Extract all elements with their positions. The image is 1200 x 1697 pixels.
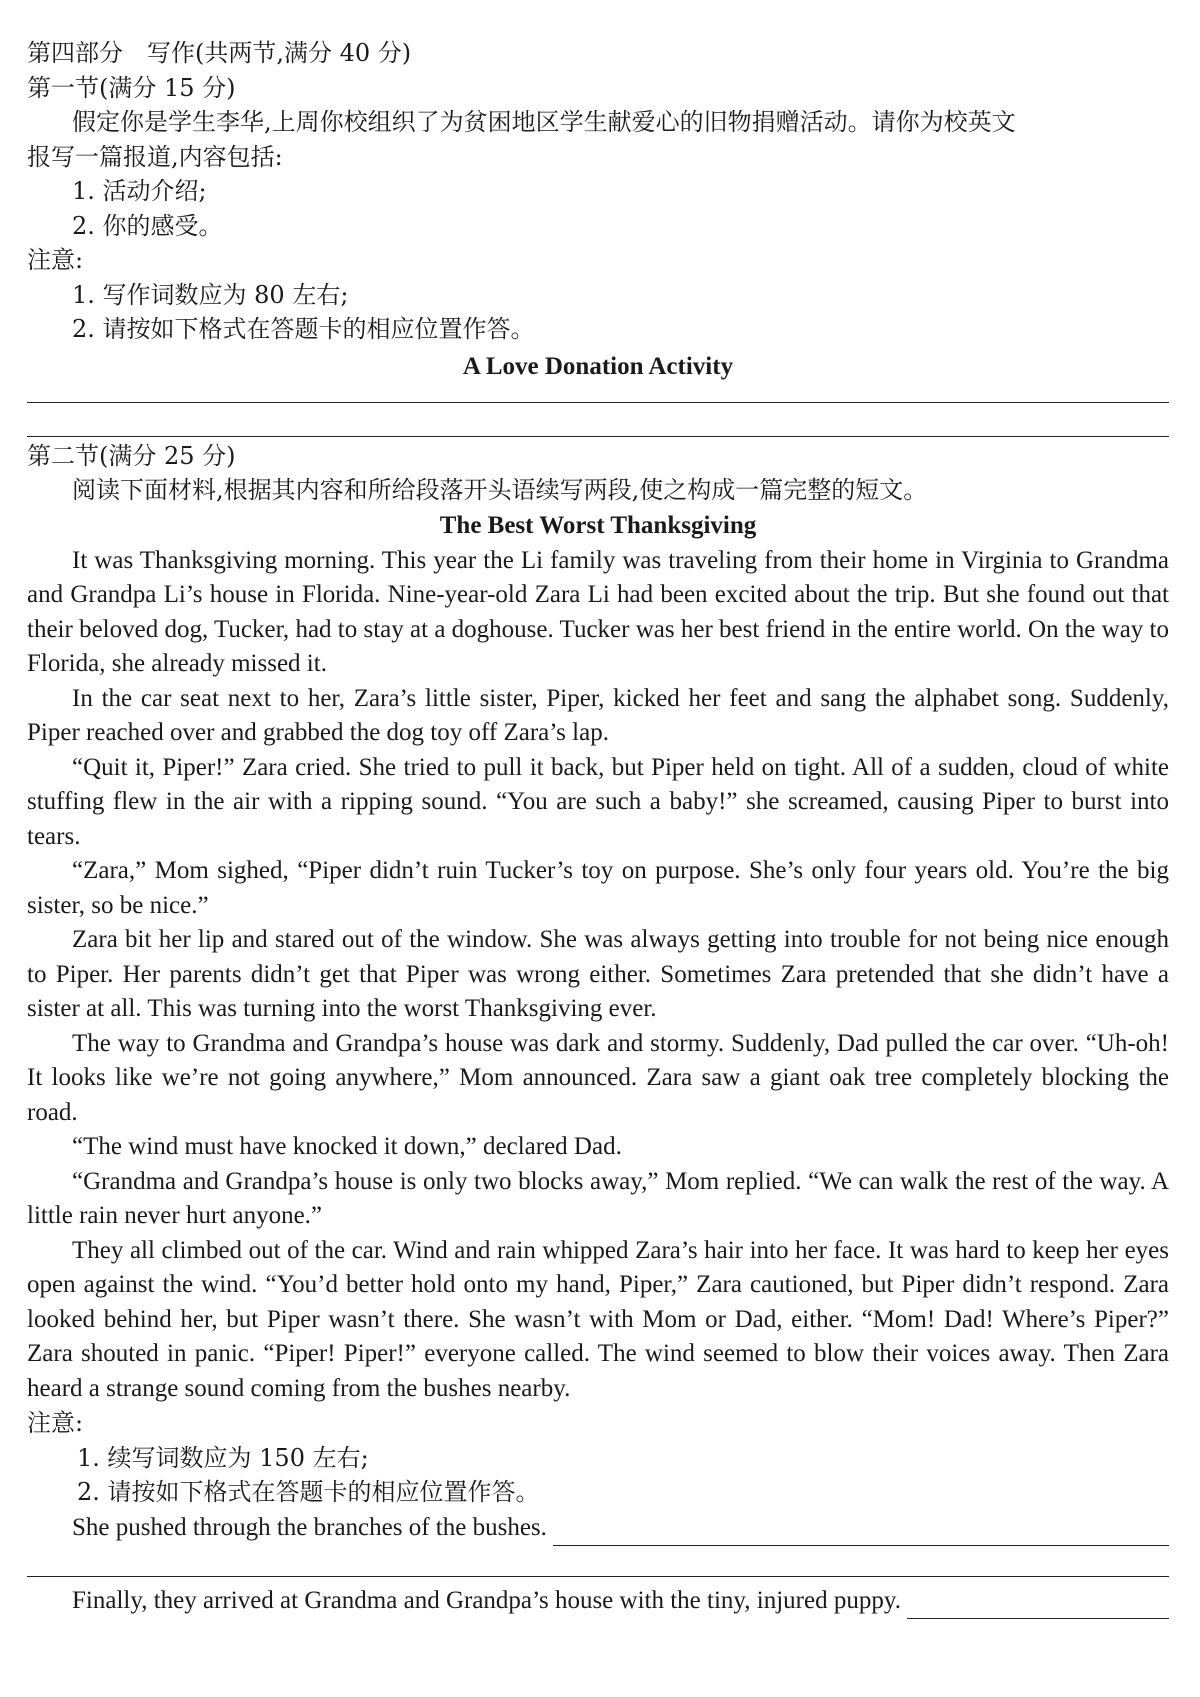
story-paragraph: “Grandma and Grandpa’s house is only two blocks away,” Mom replied. “We can walk the rest of the way. A little rain never hurt anyone.”	[27, 1167, 1169, 1229]
section2-notes-label: 注意:	[27, 1409, 84, 1437]
section1-prompt-line2: 报写一篇报道,内容包括:	[27, 142, 283, 171]
exam-page	[27, 36, 1169, 1619]
story-paragraph: “The wind must have knocked it down,” declared Dad.	[72, 1133, 622, 1160]
story-paragraph: “Quit it, Piper!” Zara cried. She tried to pull it back, but Piper held on tight. All of a sudden, cloud of white stuffing flew in the air with a ripping sound. “You are such a baby!” she screamed, causing Piper to burst into tears.	[27, 753, 1169, 850]
continuation-starter-2	[27, 1583, 1169, 1619]
story-paragraph: Zara bit her lip and stared out of the window. She was always getting into trouble for not being nice enough to Piper. Her parents didn’t get that Piper was wrong either. Sometimes Zara pretended that she didn’t have a sister at all. This was turning into the worst Thanksgiving ever.	[27, 926, 1169, 1022]
story-paragraph: “Zara,” Mom sighed, “Piper didn’t ruin Tucker’s toy on purpose. She’s only four years old. You’re the big sister, so be nice.”	[27, 857, 1169, 919]
story-paragraph: They all climbed out of the car. Wind and rain whipped Zara’s hair into her face. It was hard to keep her eyes open against the wind. “You’d better hold onto my hand, Piper,” Zara cautioned, but Piper didn’t respond. Zara looked behind her, but Piper wasn’t there. She wasn’t with Mom or Dad, either. “Mom! Dad! Where’s Piper?” Zara shouted in panic. “Piper! Piper!” everyone called. The wind seemed to blow their voices away. Then Zara heard a strange sound coming from the bushes nearby.	[27, 1236, 1169, 1402]
starter-1-text: She pushed through the branches of the bushes.	[72, 1513, 547, 1541]
section1-notes-label: 注意:	[27, 246, 84, 274]
section2-instruction: 阅读下面材料,根据其内容和所给段落开头语续写两段,使之构成一篇完整的短文。	[72, 476, 928, 504]
starter-2-text: Finally, they arrived at Grandma and Grandpa’s house with the tiny, injured puppy.	[72, 1586, 901, 1614]
answer-rule-2	[27, 436, 1169, 437]
answer-rule-1	[27, 402, 1169, 403]
section2-note-1: 1. 续写词数应为 150 左右;	[77, 1443, 369, 1472]
section1-note-1: 1. 写作词数应为 80 左右;	[72, 280, 349, 309]
starter-1-blank	[553, 1519, 1169, 1546]
section1-item-2: 2. 你的感受。	[72, 211, 223, 240]
continuation-starter-1	[27, 1510, 1169, 1546]
section1-note-2: 2. 请按如下格式在答题卡的相应位置作答。	[72, 315, 535, 343]
starter-2-blank	[907, 1592, 1169, 1619]
story-paragraph: In the car seat next to her, Zara’s little sister, Piper, kicked her feet and sang the alphabet song. Suddenly, Piper reached over and grabbed the dog toy off Zara’s lap.	[27, 684, 1169, 746]
section2-heading: 第二节(满分 25 分)	[27, 441, 236, 470]
section1-title: A Love Donation Activity	[462, 352, 734, 380]
part4-heading: 第四部分 写作(共两节,满分 40 分)	[27, 39, 412, 67]
section2-title: The Best Worst Thanksgiving	[439, 511, 757, 539]
section2-note-2: 2. 请按如下格式在答题卡的相应位置作答。	[77, 1478, 540, 1506]
section1-heading: 第一节(满分 15 分)	[27, 73, 236, 102]
section1-prompt-line1: 假定你是学生李华,上周你校组织了为贫困地区学生献爱心的旧物捐赠活动。请你为校英文	[72, 108, 1016, 136]
answer-rule-3	[27, 1576, 1169, 1577]
story-paragraph: It was Thanksgiving morning. This year the Li family was traveling from their home in Virginia to Grandma and Grandpa Li’s house in Florida. Nine-year-old Zara Li had been excited about the trip. But she found out that their beloved dog, Tucker, had to stay at a doghouse. Tucker was her best friend in the entire world. On the way to Florida, she already missed it.	[27, 546, 1169, 677]
story-paragraph: The way to Grandma and Grandpa’s house was dark and stormy. Suddenly, Dad pulled the car over. “Uh-oh! It looks like we’re not going anywhere,” Mom announced. Zara saw a giant oak tree completely blocking the road.	[27, 1029, 1169, 1126]
section1-item-1: 1. 活动介绍;	[72, 177, 207, 205]
